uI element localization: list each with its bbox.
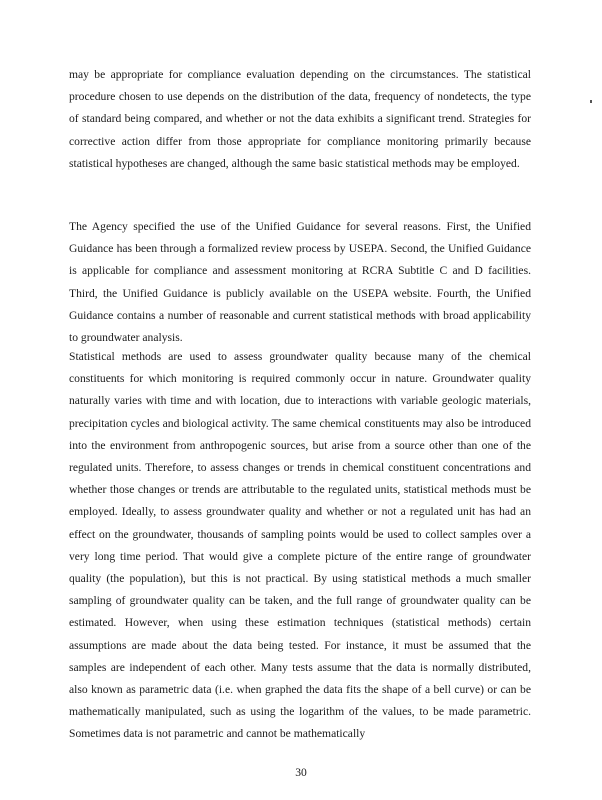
paragraph-statistical-methods: Statistical methods are used to assess groundwater quality because many of the chemical constituents for which monitoring is required commonly occur in nature. Groundwater quality naturally varies with time and with location, due to interactions with variable geologic materials, precipitation cycles and biological activity. The same chemical constituents may also be introduced into the environment from anthropogenic sources, but arise from a source other than one of the regulated units. Therefore, to assess changes or trends in chemical constituent concentrations and whether those changes or trends are attributable to the regulated units, statistical methods must be employed. Ideally, to assess groundwater quality and whether or not a regulated unit has had an effect on the groundwater, thousands of sampling points would be used to collect samples over a very long time period. That would give a complete picture of the entire range of groundwater quality (the population), but this is not practical. By using statistical methods a much smaller sampling of groundwater quality can be taken, and the full range of groundwater quality can be estimated. However, when using these estimation techniques (statistical methods) certain assumptions are made about the data being tested. For instance, it must be assumed that the samples are independent of each other. Many tests assume that the data is normally distributed, also known as parametric data (i.e. when graphed the data fits the shape of a bell curve) or can be mathematically manipulated, such as using the logarithm of the values, to be made parametric. Sometimes data is not parametric and cannot be mathematically xyxy=(69,350,531,741)
paragraph-unified-guidance-reasons: The Agency specified the use of the Unified Guidance for several reasons. First, the Unified Guidance has been through a formalized review process by USEPA. Second, the Unified Guidance is applicable for compliance and assessment monitoring at RCRA Subtitle C and D facilities. Third, the Unified Guidance is publicly available on the USEPA website. Fourth, the Unified Guidance contains a number of reasonable and current statistical methods with broad applicability to groundwater analysis. xyxy=(69,220,531,345)
paragraph-compliance-evaluation: may be appropriate for compliance evaluation depending on the circumstances. The statistical procedure chosen to use depends on the distribution of the data, frequency of nondetects, the type of standard being compared, and whether or not the data exhibits a significant trend. Strategies for corrective action differ from those appropriate for compliance monitoring primarily because statistical hypotheses are changed, although the same basic statistical methods may be employed. xyxy=(69,68,531,170)
page-number: 30 xyxy=(295,766,307,779)
scan-artifact-mark xyxy=(590,100,592,103)
